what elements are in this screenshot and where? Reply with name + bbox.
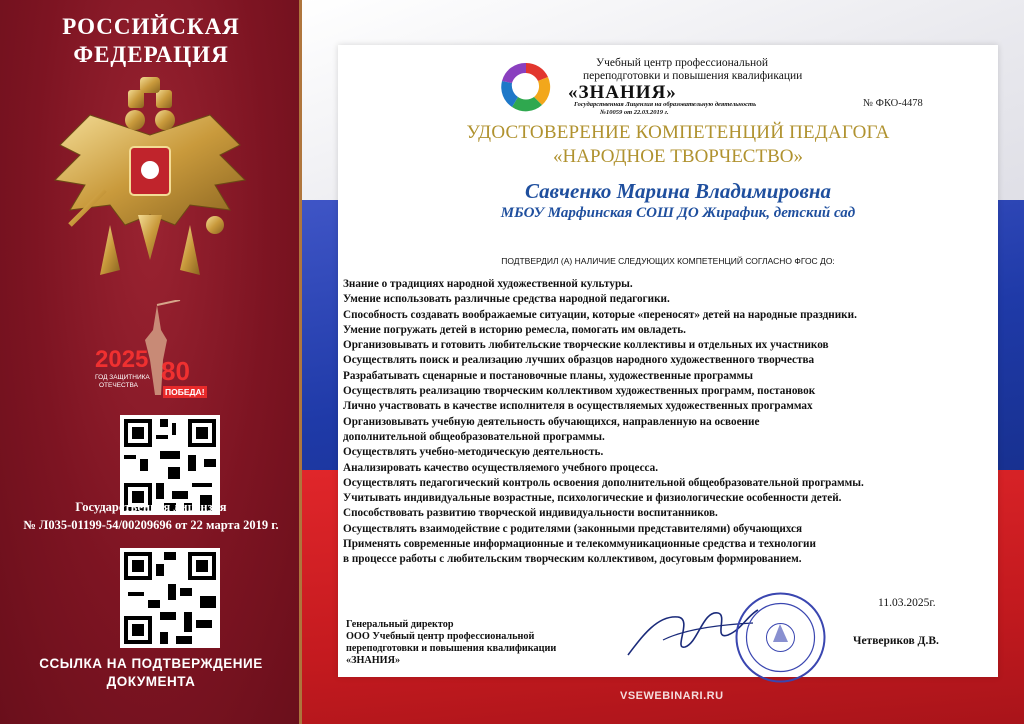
license-number: № Л035-01199-54/00209696 от 22 марта 2019 г. bbox=[23, 518, 279, 532]
competency-item: дополнительной общеобразовательной программы. bbox=[343, 430, 605, 443]
competency-item: Осуществлять поиск и реализацию лучших образцов народного художественного творчества bbox=[343, 354, 815, 367]
competency-item: Лично участвовать в качестве исполнителя в осуществляемых художественных программах bbox=[343, 400, 813, 413]
competency-item: Осуществлять учебно-методическую деятельность. bbox=[343, 446, 604, 459]
official-stamp-icon bbox=[733, 590, 828, 685]
verification-link-line2: ДОКУМЕНТА bbox=[106, 674, 196, 689]
website-link[interactable]: VSEWEBINARI.RU bbox=[620, 690, 724, 702]
license-label: Государственная лицензия bbox=[75, 500, 227, 514]
country-title-line2: ФЕДЕРАЦИЯ bbox=[73, 42, 229, 67]
center-name-line1: Учебный центр профессиональной bbox=[596, 57, 769, 69]
center-brand: «ЗНАНИЯ» bbox=[568, 82, 677, 103]
director-title: Генеральный директор bbox=[346, 619, 454, 630]
director-org-line1: ООО Учебный центр профессиональной bbox=[346, 631, 535, 642]
znaniya-logo-icon bbox=[498, 59, 554, 115]
competency-item: Осуществлять педагогический контроль освоения дополнительной общеобразовательной программы. bbox=[343, 476, 864, 489]
competency-item: Способность создавать воображаемые ситуации, которые «переносят» детей на народные праздники. bbox=[343, 308, 857, 321]
director-block bbox=[346, 619, 556, 667]
verification-link-line1: ССЫЛКА НА ПОДТВЕРЖДЕНИЕ bbox=[39, 656, 263, 671]
qr-code-verification-icon[interactable] bbox=[120, 548, 220, 648]
competency-item: Умение использовать различные средства народной педагогики. bbox=[343, 293, 670, 306]
issue-date: 11.03.2025г. bbox=[878, 597, 936, 609]
competency-item: Разрабатывать сценарные и постановочные планы, художественные программы bbox=[343, 369, 753, 382]
country-title-line1: РОССИЙСКАЯ bbox=[62, 14, 240, 39]
emblem-caption-2: ОТЕЧЕСТВА bbox=[99, 382, 138, 389]
coat-of-arms-icon bbox=[50, 75, 250, 285]
confirmation-heading: ПОДТВЕРДИЛ (А) НАЛИЧИЕ СЛЕДУЮЩИХ КОМПЕТЕНЦИЙ СОГЛАСНО ФГОС ДО: bbox=[501, 256, 835, 266]
center-license-line2: №10059 от 22.03.2019 г. bbox=[600, 109, 669, 116]
center-license-line1: Государственная Лицензия на образовательную деятельность bbox=[574, 101, 757, 108]
director-org-line2: переподготовки и повышения квалификации bbox=[346, 643, 557, 654]
emblem-year: 2025 bbox=[95, 346, 149, 373]
victory-emblem bbox=[95, 300, 215, 410]
competency-item: Осуществлять реализацию творческим коллективом художественных программ, постановок bbox=[343, 385, 816, 398]
competency-item: Знание о традициях народной художественной культуры. bbox=[343, 278, 633, 290]
competency-item: Умение погружать детей в историю ремесла, помогать им овладеть. bbox=[343, 323, 686, 336]
director-org-line3: «ЗНАНИЯ» bbox=[346, 655, 401, 666]
competency-item: Учитывать индивидуальные возрастные, психологические и физиологические особенности детей. bbox=[343, 492, 842, 505]
competency-item: в процессе работы с любительским творческим коллективом, досуговым формированием. bbox=[343, 553, 802, 566]
competency-item: Анализировать качество осуществляемого учебного процесса. bbox=[343, 461, 659, 474]
certificate-subtitle: «НАРОДНОЕ ТВОРЧЕСТВО» bbox=[553, 146, 803, 167]
center-name-line2: переподготовки и повышения квалификации bbox=[583, 70, 803, 82]
competency-list bbox=[343, 277, 998, 568]
victory-word: ПОБЕДА! bbox=[165, 387, 205, 397]
emblem-caption-1: ГОД ЗАЩИТНИКА bbox=[95, 374, 150, 381]
certificate-document bbox=[338, 45, 998, 677]
director-name: Четвериков Д.В. bbox=[853, 635, 939, 647]
competency-item: Осуществлять взаимодействие с родителями (законными представителями) обучающихся bbox=[343, 522, 803, 535]
certificate-title: УДОСТОВЕРЕНИЕ КОМПЕТЕНЦИЙ ПЕДАГОГА bbox=[466, 122, 890, 143]
competency-item: Применять современные информационные и телекоммуникационные средства и технологии bbox=[343, 538, 816, 551]
victory-number: 80 bbox=[161, 356, 190, 386]
recipient-name: Савченко Марина Владимировна bbox=[524, 179, 832, 203]
competency-item: Способствовать развитию творческой индивидуальности воспитанников. bbox=[343, 507, 718, 520]
document-number: № ФКО-4478 bbox=[863, 98, 923, 109]
left-panel bbox=[0, 0, 302, 724]
competency-item: Организовывать и готовить любительские творческие коллективы и отдельных их участников bbox=[343, 339, 829, 352]
recipient-organization: МБОУ Марфинская СОШ ДО Жирафик, детский сад bbox=[500, 205, 856, 221]
verification-link[interactable] bbox=[0, 655, 302, 691]
competency-item: Организовывать учебную деятельность обучающихся, направленную на освоение bbox=[343, 415, 760, 428]
